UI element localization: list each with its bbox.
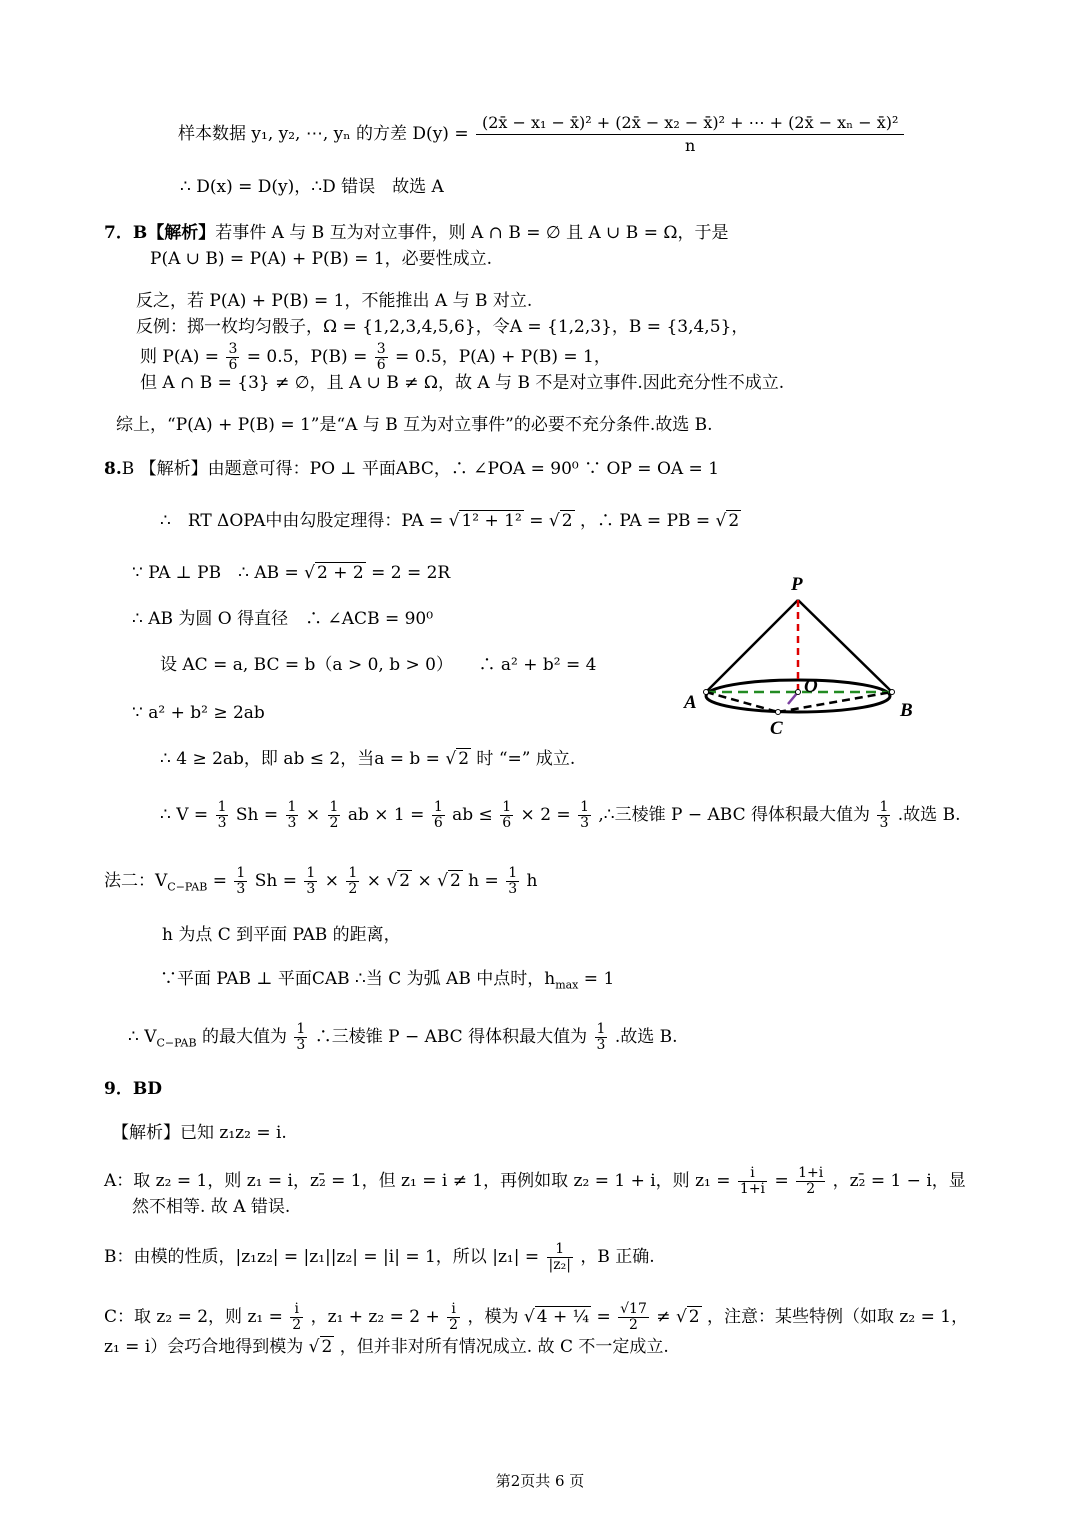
text: Sh = xyxy=(235,805,279,825)
text: × 2 = xyxy=(520,805,571,825)
q8-line-5: 设 AC = a, BC = b（a > 0, b > 0） ∴ a² + b² = 4 xyxy=(160,655,597,675)
fraction xyxy=(618,1302,649,1333)
variance-denominator: n xyxy=(685,136,696,155)
num: 1 xyxy=(236,865,246,881)
fraction xyxy=(294,1022,307,1053)
q7-line-3: 反之，若 P(A) + P(B) = 1，不能推出 A 与 B 对立. xyxy=(136,291,533,311)
q7-line-4: 反例：掷一枚均匀骰子，Ω = {1,2,3,4,5,6}，令A = {1,2,3}，B = {3,4,5}， xyxy=(136,317,749,337)
num: 1 xyxy=(348,865,358,881)
fraction xyxy=(447,1302,460,1333)
text: h xyxy=(526,871,538,891)
q9-option-a xyxy=(104,1166,966,1197)
text: × xyxy=(417,871,432,891)
den: 6 xyxy=(502,815,512,831)
fraction xyxy=(595,1022,608,1053)
text: Sh = xyxy=(254,871,297,891)
text: = 0.5，P(A) + P(B) = 1， xyxy=(395,347,611,367)
text: × xyxy=(324,871,339,891)
den: 2 xyxy=(629,1317,638,1333)
point-c xyxy=(776,710,781,715)
text: ，z₁ + z₂ = 2 + xyxy=(310,1307,440,1327)
q8-method-2-line-2: h 为点 C 到平面 PAB 的距离， xyxy=(162,925,401,945)
text: A：取 z₂ = 1，则 z₁ = i，z₂̄ = 1，但 z₁ = i ≠ 1，再例如取 z₂ = 1 + i，则 z₁ = xyxy=(104,1171,731,1191)
den: 6 xyxy=(433,815,443,831)
text: ∵ PA ⊥ PB ∴ AB = xyxy=(132,563,299,583)
num: 1 xyxy=(879,799,889,815)
q9-option-c: C：取 z₂ = 2，则 z₁ = $\frac{i}{2}$ ，z₁ + z₂ = 2 + $\frac{i}{2}$ ，模为 √ 4 + ¼ = $\frac{√17}{2}$ ≠ √ 2 ，注意：某些特例（如取 z₂ = 1， xyxy=(104,1301,969,1333)
den: 1+i xyxy=(739,1181,766,1197)
point-o xyxy=(796,690,801,695)
text: 法二：V xyxy=(104,871,168,891)
q8-method-2-line-3 xyxy=(160,968,614,996)
num: 1 xyxy=(596,1021,606,1037)
text: 则 P(A) = xyxy=(140,347,220,367)
q7-line-5 xyxy=(140,342,611,373)
cone-figure xyxy=(680,568,940,748)
den: 6 xyxy=(228,357,238,373)
text: × xyxy=(366,871,381,891)
label-p: P xyxy=(791,574,803,595)
num: 1 xyxy=(508,865,518,881)
label-o: O xyxy=(804,676,818,697)
radicand: 2 xyxy=(399,871,411,891)
fraction xyxy=(375,342,388,373)
radicand: 2 xyxy=(688,1307,700,1327)
text: ，注意：某些特例（如取 z₂ = 1， xyxy=(707,1307,969,1327)
q7-text: 若事件 A 与 B 互为对立事件，则 A ∩ B = ∅ 且 A ∪ B = Ω，于是 xyxy=(215,223,729,243)
fraction xyxy=(226,342,239,373)
fraction xyxy=(578,800,591,831)
q7-header xyxy=(104,222,728,244)
label-a: A xyxy=(684,692,697,713)
subscript: max xyxy=(555,978,579,992)
num: i xyxy=(290,1302,303,1318)
edge-pa xyxy=(706,600,798,692)
point-a xyxy=(704,690,709,695)
text: ∴三棱锥 P − ABC 得体积最大值为 xyxy=(314,1027,588,1047)
variance-numerator: (2x̄ − x₁ − x̄)² + (2x̄ − x₂ − x̄)² + ⋯ + (2x̄ − xₙ − x̄)² xyxy=(476,112,904,135)
den: 3 xyxy=(306,881,316,897)
text: ∵平面 PAB ⊥ 平面CAB ∴当 C 为弧 AB 中点时，h xyxy=(160,969,556,989)
text: z₁ = i）会巧合地得到模为 xyxy=(104,1337,304,1357)
num: 1 xyxy=(433,799,443,815)
radicand: 2 + 2 xyxy=(317,563,364,583)
q7-answer: 7．B【解析】 xyxy=(104,223,216,243)
num: 1 xyxy=(217,799,227,815)
fraction xyxy=(234,866,247,897)
text: ab × 1 = xyxy=(347,805,425,825)
text: ∴ V xyxy=(128,1027,157,1047)
variance-label: 样本数据 y₁, y₂, ⋯, yₙ 的方差 D(y) = xyxy=(178,124,469,144)
num: 1 xyxy=(329,799,339,815)
q8-number: 8. xyxy=(104,459,122,479)
q8-line-2: ∴ RT ΔOPA中由勾股定理得：PA = √ 1² + 1² = √ 2 ，∴ PA = PB = √ 2 xyxy=(160,511,740,531)
variance-fraction xyxy=(476,112,904,157)
den: 2 xyxy=(329,815,339,831)
num: 1 xyxy=(296,1021,306,1037)
den: 2 xyxy=(449,1317,459,1333)
text: × xyxy=(305,805,321,825)
text: = 0.5，P(B) = xyxy=(246,347,368,367)
q8-method-2-line-4 xyxy=(128,1022,678,1054)
fraction xyxy=(877,800,890,831)
text: ∴ V = xyxy=(160,805,209,825)
den: 2 xyxy=(806,1181,816,1197)
text: ，∴ PA = PB = xyxy=(579,511,711,531)
q8-line-8 xyxy=(160,800,960,831)
num: 1 xyxy=(547,1242,573,1258)
text: ，B 正确. xyxy=(580,1247,655,1267)
q8-text: B 【解析】由题意可得：PO ⊥ 平面ABC，∴ ∠POA = 90⁰ ∵ OP = OA = 1 xyxy=(121,459,720,479)
subscript: C−PAB xyxy=(156,1036,197,1050)
q8-line-3: ∵ PA ⊥ PB ∴ AB = √ 2 + 2 = 2 = 2R xyxy=(132,563,451,583)
text: .故选 B. xyxy=(897,805,961,825)
text: = 2 = 2R xyxy=(371,563,451,583)
q9-header: 9．BD xyxy=(104,1079,162,1099)
text: = xyxy=(529,511,544,531)
fraction xyxy=(506,866,519,897)
text: ，模为 xyxy=(467,1307,519,1327)
text: = xyxy=(774,1171,789,1191)
num: i xyxy=(447,1302,460,1318)
radicand: 2 xyxy=(728,511,740,531)
q8-line-6: ∵ a² + b² ≥ 2ab xyxy=(132,703,265,723)
text: ，z₂̄ = 1 − i，显 xyxy=(832,1171,966,1191)
den: 3 xyxy=(879,815,889,831)
den: 3 xyxy=(296,1037,306,1053)
fraction xyxy=(796,1166,825,1197)
radicand: 4 + ¼ xyxy=(536,1307,590,1327)
fraction xyxy=(304,866,317,897)
num: 3 xyxy=(228,341,238,357)
q8-method-2: 法二：$V_{C-PAB}$ = $\frac{1}{3}$ Sh = $\frac{1}{3}$ × $\frac{1}{2}$ × √ 2 × √ 2 h = $\frac{1}{3}$ h xyxy=(104,865,538,897)
text: 的最大值为 xyxy=(201,1027,287,1047)
text: C：取 z₂ = 2，则 z₁ = xyxy=(104,1307,283,1327)
q9-option-b xyxy=(104,1242,655,1273)
den: 3 xyxy=(236,881,246,897)
q7-line-6: 但 A ∩ B = {3} ≠ ∅，且 A ∪ B ≠ Ω，故 A 与 B 不是对立事件.因此充分性不成立. xyxy=(140,373,785,393)
q8-header xyxy=(104,458,719,480)
label-c: C xyxy=(770,718,783,739)
fraction xyxy=(547,1242,573,1273)
fraction xyxy=(738,1166,767,1197)
num: 1+i xyxy=(798,1165,824,1181)
fraction xyxy=(432,800,445,831)
text: = xyxy=(596,1307,611,1327)
den: 2 xyxy=(292,1317,302,1333)
radicand: 2 xyxy=(449,871,461,891)
num: i xyxy=(738,1166,767,1182)
num: 1 xyxy=(306,865,316,881)
radicand: 2 xyxy=(458,749,470,769)
num: 1 xyxy=(502,799,512,815)
variance-formula-line xyxy=(178,112,906,157)
text: ,∴三棱锥 P − ABC 得体积最大值为 xyxy=(598,805,871,825)
den: 3 xyxy=(508,881,518,897)
fraction xyxy=(286,800,299,831)
text: ，但并非对所有情况成立. 故 C 不一定成立. xyxy=(339,1337,669,1357)
radicand: 2 xyxy=(561,511,573,531)
fraction xyxy=(328,800,341,831)
text: B：由模的性质，|z₁z₂| = |z₁||z₂| = |i| = 1，所以 |z₁| = xyxy=(104,1247,540,1267)
text: = xyxy=(212,871,227,891)
num: 1 xyxy=(287,799,297,815)
den: 3 xyxy=(596,1037,606,1053)
q9-line-1: 【解析】已知 z₁z₂ = i. xyxy=(112,1123,287,1143)
num: 1 xyxy=(580,799,589,815)
q9-option-c-line-2: z₁ = i）会巧合地得到模为 √ 2 ，但并非对所有情况成立. 故 C 不一定成立. xyxy=(104,1337,669,1357)
den: 2 xyxy=(348,881,358,897)
num: 3 xyxy=(376,341,386,357)
fraction xyxy=(500,800,513,831)
text: ≠ xyxy=(656,1307,671,1327)
den: |z₂| xyxy=(548,1257,571,1273)
q8-line-4: ∴ AB 为圆 O 得直径 ∴ ∠ACB = 90⁰ xyxy=(132,609,434,629)
fraction xyxy=(290,1302,303,1333)
text: ∴ RT ΔOPA中由勾股定理得：PA = xyxy=(160,511,444,531)
subscript: C−PAB xyxy=(167,880,208,894)
den: 3 xyxy=(217,815,227,831)
text: = 1 xyxy=(583,969,615,989)
text: 时 “=” 成立. xyxy=(476,749,576,769)
text: ∴ 4 ≥ 2ab，即 ab ≤ 2，当a = b = xyxy=(160,749,440,769)
q7-line-2: P(A ∪ B) = P(A) + P(B) = 1，必要性成立. xyxy=(150,249,493,269)
point-b xyxy=(890,690,895,695)
q8-line-7: ∴ 4 ≥ 2ab，即 ab ≤ 2，当a = b = √ 2 时 “=” 成立. xyxy=(160,749,576,769)
den: 3 xyxy=(580,815,589,831)
text: ab ≤ xyxy=(452,805,493,825)
page-footer: 第2页共 6 页 xyxy=(495,1472,585,1490)
num: √17 xyxy=(620,1301,647,1317)
radicand: 2 xyxy=(321,1337,333,1357)
fraction xyxy=(216,800,229,831)
text: h = xyxy=(468,871,499,891)
q7-summary: 综上，“P(A) + P(B) = 1”是“A 与 B 互为对立事件”的必要不充分条件.故选 B. xyxy=(116,415,713,435)
den: 3 xyxy=(287,815,297,831)
fraction xyxy=(346,866,359,897)
conclusion-line-6: ∴ D(x) = D(y)，∴D 错误 故选 A xyxy=(180,177,444,197)
label-b: B xyxy=(900,700,913,721)
text: .故选 B. xyxy=(614,1027,678,1047)
q9-option-a-line-2: 然不相等. 故 A 错误. xyxy=(132,1197,291,1217)
radicand: 1² + 1² xyxy=(461,511,522,531)
den: 6 xyxy=(376,357,386,373)
